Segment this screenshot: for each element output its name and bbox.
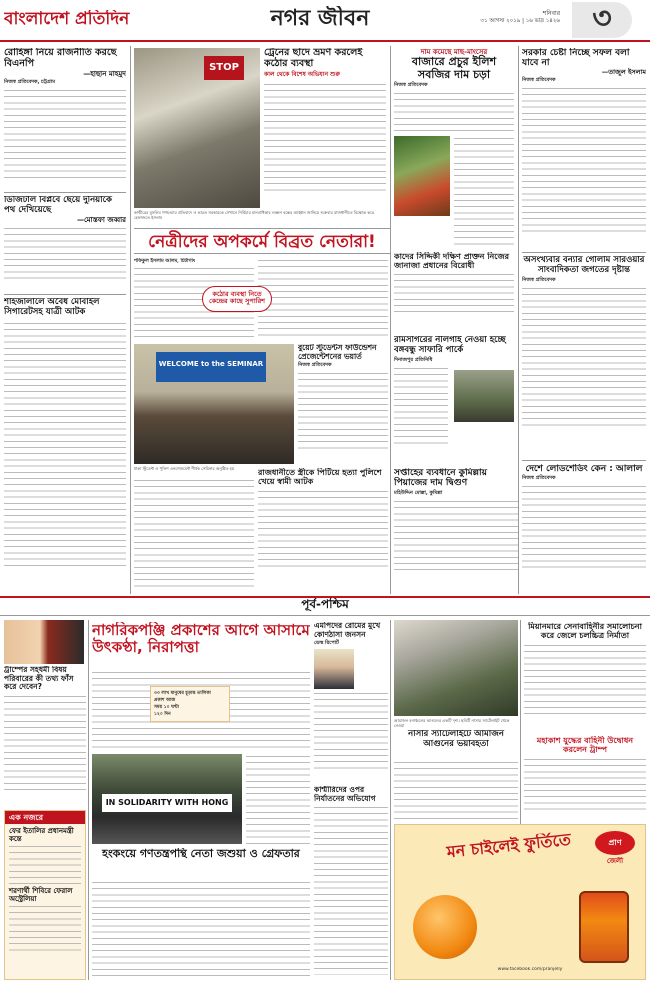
ad-product: জেলী (606, 857, 624, 865)
section-title: নগর জীবন (270, 6, 370, 31)
story-leaders-body-2 (258, 258, 388, 340)
headline: এমপিদের রোমের মুখে কোণঠাসা জনসন (314, 622, 381, 639)
story-capital (258, 468, 388, 588)
headline: কাদের সিদ্দিকী দক্ষিণ প্রাক্তন নিজের জানাজা প্রধানের বিরোধী (394, 252, 510, 271)
sidebar-box (4, 810, 86, 980)
amazon-caption: আমাজন বনাঞ্চলের আগুনের একটি দৃশ্য। ছবিটি নাসার স্যাটেলাইট থেকে নেওয়া (394, 718, 510, 728)
story-road (522, 48, 646, 248)
masthead-date: ৩১ আগস্ট ২০১৯ | ১৬ ভাদ্র ১৪২৬ (480, 18, 560, 24)
byline: নিজস্ব প্রতিবেদক (522, 276, 556, 283)
story-boris (314, 622, 388, 782)
kicker: দাম কমেছে মাছ-মাংসের (420, 48, 488, 56)
subhead: —হাছান মাহমুদ (83, 69, 126, 78)
headline: অসংখ্যবার বন্যার গোলাম সারওয়ার সাংবাদিকতা জগতের দৃষ্টান্ত (523, 256, 645, 275)
headline: বুয়েট স্টুডেন্টস ফাউন্ডেশন প্রেজেন্টেশনের ভয়ার্ত (298, 344, 377, 361)
protest-photo (134, 48, 260, 208)
amazon-photo (394, 620, 518, 716)
leaders-byline: শফিকুল ইসলাম আলম, চিটাগাং (134, 258, 196, 264)
hilsa-photo (394, 136, 450, 216)
amazon-headline: নাসার স্যাটেলাইটে আমাজন আগুনের ভয়াবহতা (408, 730, 504, 749)
nrc-callout (150, 686, 230, 722)
byline: ডেস্ক রিপোর্ট (314, 640, 339, 647)
seminar-caption: ঢাকা স্টুডেন্ট ও পুলিশ এনগেজমেন্ট শীর্ষক সেমিনার অনুষ্ঠিত হয় (134, 466, 235, 471)
callout-line: সময় ১০ ঘণ্টা (154, 705, 179, 710)
headline: রাজধানীতে স্ত্রীকে পিটিয়ে হত্যা পুলিশে খেয়ে স্বামী আটক (258, 468, 382, 487)
orange-image (413, 895, 477, 959)
section-purba-paschim: পূর্ব-পশ্চিম (301, 598, 349, 611)
byline: মহিউদ্দিন মোল্লা, কুমিল্লা (394, 489, 443, 496)
subhead: —মোস্তফা জব্বার (76, 215, 126, 224)
callout-line: ১২০ দিন (154, 712, 171, 717)
story-rohingya (4, 48, 126, 188)
hongkong-headline: হংকংয়ে গণতন্ত্রপন্থি নেতা জশুয়া ও গ্রেফতার (102, 848, 300, 860)
sidebar-item: শরণার্থী শিবিরে ফেরাল অস্ট্রেলিয়া (9, 887, 73, 904)
headline: ট্রাম্পের সহধর্মী বিষয় পরিবারের কী তথ্য ফাঁস করে দেবেন? (4, 666, 74, 692)
story-kashmir (314, 786, 388, 980)
byline: দিনাজপুর প্রতিনিধি (394, 356, 433, 363)
callout-line: প্রকাশ আজ (154, 698, 176, 703)
masthead-day: শনিবার (542, 10, 560, 16)
body-text (4, 88, 126, 178)
photo-caption: কাশ্মীরের মুসলিম গণহত্যার প্রতিবাদে ও ভারত সরকারকে সেখানে নির্বিচার মানবাধিকার লঙ্ঘন বন্ধের আহ্বান জানিয়ে শুক্রবার রাজধানীতে বিক্ষোভ করে হেফাজতে ইসলাম (134, 210, 375, 220)
sidebar-item: ফের ইতালির প্রধানমন্ত্রী কন্তে (9, 827, 74, 844)
headline: সপ্তাহের ব্যবধানে কুমিল্লায় পিয়াজের দাম দ্বিগুণ (394, 468, 487, 489)
headline: কাশ্মীরিদের ওপর নির্যাতনের অভিযোগ (314, 786, 376, 803)
headline: রামসাগরের নীলগাই নেওয়া হচ্ছে বঙ্গবন্ধু সাফারি পার্কে (394, 336, 506, 355)
headline: মিয়ানমারে সেনাবাহিনীর সমালোচনা করে জেলে চলচ্চিত্র নির্মাতা (528, 622, 642, 641)
newspaper-logo: বাংলাদেশ প্রতিদিন (4, 10, 130, 29)
story-buet (298, 344, 388, 464)
headline: শাহজালালে অবৈধ মোবাইল সিগারেটসহ যাত্রী আটক (4, 298, 100, 317)
seminar-photo (134, 344, 294, 464)
story-trump-space (524, 736, 646, 820)
byline: নিজস্ব প্রতিবেদক (522, 77, 556, 84)
headline: রোহিঙ্গা নিয়ে রাজনীতি করছে বিএনপি (4, 48, 117, 69)
sidebar-title: এক নজরে (5, 811, 85, 824)
story-train (264, 48, 386, 208)
story-myanmar (524, 622, 646, 732)
pran-jelly-ad (394, 824, 646, 980)
story-ferry (394, 252, 514, 332)
trump-photo (4, 620, 84, 664)
jelly-jar (579, 891, 629, 963)
leaders-callout: কঠোর ব্যবস্থা নিতে কেন্দ্রের কাছে সুপারিশ (202, 286, 272, 312)
ad-slogan: মন চাইলেই ফুর্তিতে (445, 829, 572, 862)
story-onion (394, 468, 518, 588)
story-trump (4, 666, 86, 806)
headline: দেশে লোডশেডিং কেন : আলাল (525, 464, 643, 474)
story-loadshedding (522, 464, 646, 588)
ad-brand: প্রাণ (595, 831, 635, 855)
story-flood (522, 256, 646, 456)
nrc-headline: নাগরিকপঞ্জি প্রকাশের আগে আসামে উৎকণ্ঠা, নিরাপত্তা (92, 622, 310, 657)
ad-url[interactable]: www.facebook.com/pranjelly (497, 967, 563, 972)
headline: সরকার চেষ্টা নিচ্ছে সফল বলা যাবে না (522, 48, 630, 69)
byline: নিজস্ব প্রতিবেদক (394, 82, 428, 89)
stop-sign: STOP (204, 56, 244, 80)
page-number: ৩ (572, 2, 632, 38)
headline: ট্রেনের ছাদে ভ্রমণ করলেই কঠোর ব্যবস্থা (264, 48, 363, 69)
byline: নিজস্ব প্রতিবেদক, চট্টগ্রাম (4, 78, 55, 85)
headline: মহাকাশ যুদ্ধের বাহিনী উদ্বোধন করলেন ট্রাম্প (536, 736, 634, 755)
callout-line: ৩৩ লাখ মানুষের চূড়ান্ত তালিকা (154, 691, 211, 696)
story-digital (4, 196, 126, 290)
leaders-headline: নেত্রীদের অপকর্মে বিব্রত নেতারা! (134, 228, 390, 254)
hongkong-banner: IN SOLIDARITY WITH HONG (102, 794, 232, 812)
headline: ডিজিটাল বিপ্লবে ছেয়ে দুনিয়াকে পথ দেখিয়েছে (4, 196, 112, 215)
subhead: কাল থেকে বিশেষ অভিযান শুরু (264, 70, 340, 78)
subhead: —তাজুল ইসলাম (601, 67, 646, 76)
hongkong-photo (92, 754, 242, 844)
boris-photo (314, 649, 354, 689)
seminar-banner: WELCOME to the SEMINAR (156, 352, 266, 382)
masthead (0, 0, 650, 42)
headline: বাজারে প্রচুর ইলিশ সবজির দাম চড়া (411, 55, 497, 81)
story-sahajalal (4, 298, 126, 588)
nilgai-photo (454, 370, 514, 422)
byline: নিজস্ব প্রতিবেদক (522, 475, 556, 482)
byline: নিজস্ব প্রতিবেদক (298, 362, 332, 369)
